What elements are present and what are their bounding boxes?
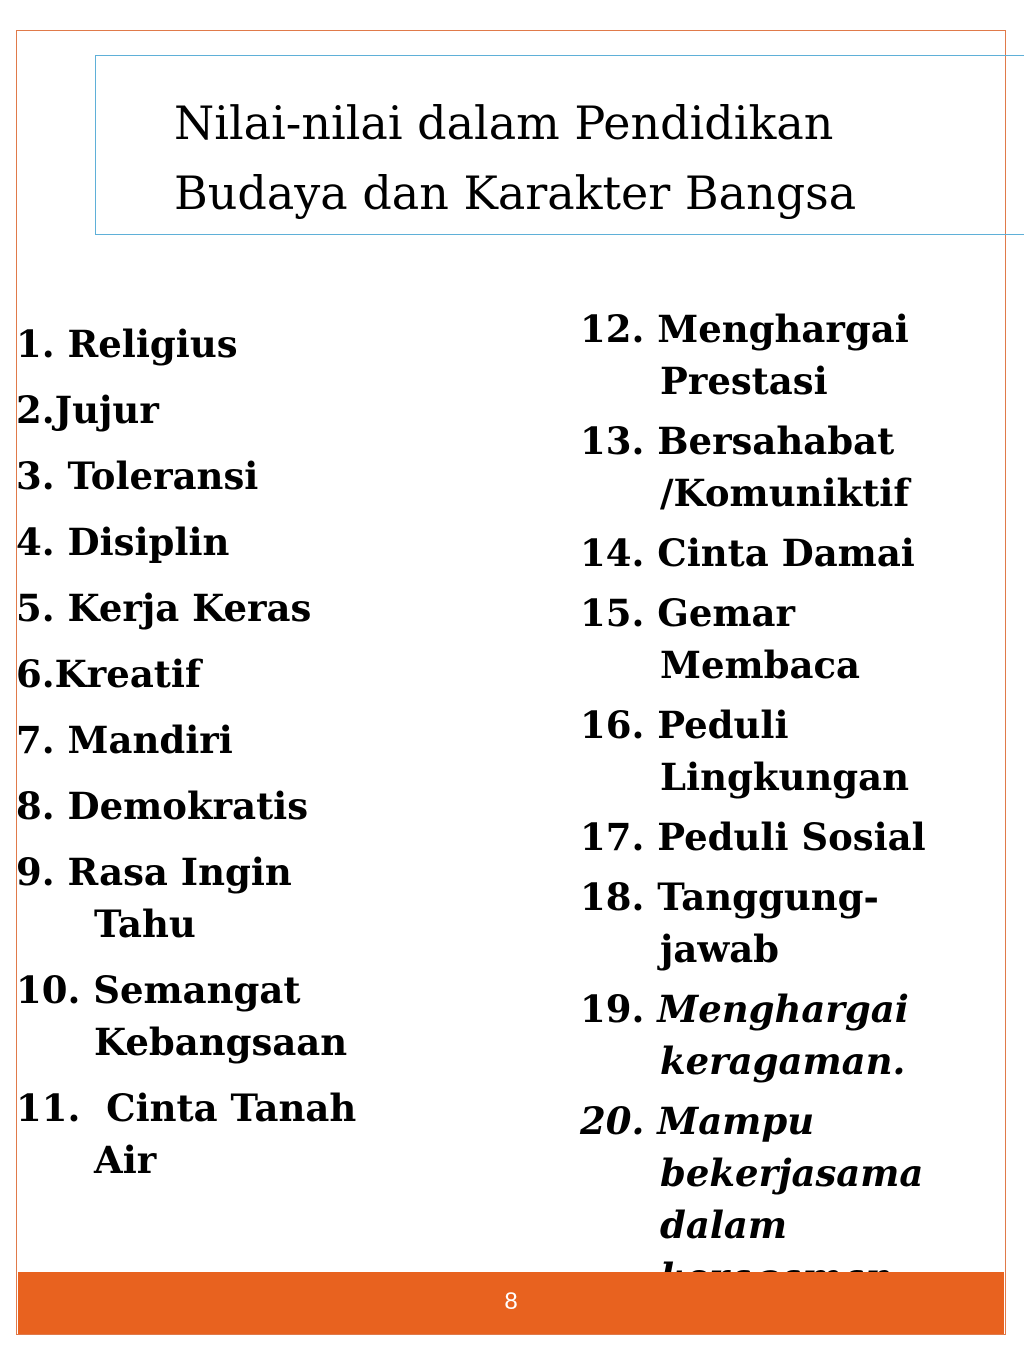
list-item xyxy=(580,871,926,975)
item-text-continued: Kebangsaan xyxy=(94,1020,348,1064)
list-item xyxy=(580,415,926,519)
list-item xyxy=(16,318,356,370)
item-text: 5. Kerja Keras xyxy=(16,586,312,630)
slide-title xyxy=(174,88,974,228)
values-list-right xyxy=(580,303,926,1311)
item-text: 1. Religius xyxy=(16,322,238,366)
item-text-continued: Membaca xyxy=(660,643,860,687)
footer-bar xyxy=(18,1272,1004,1334)
item-text xyxy=(580,983,926,1035)
item-text-continued: /Komuniktif xyxy=(660,471,910,515)
list-item xyxy=(16,516,356,568)
list-item xyxy=(16,450,356,502)
item-text: 20. Mampu xyxy=(580,1099,815,1143)
item-text-continued: Air xyxy=(94,1138,157,1182)
item-text: 18. Tanggung- xyxy=(580,875,879,919)
item-text-continued: Prestasi xyxy=(660,359,828,403)
page-number: 8 xyxy=(504,1288,518,1315)
list-item xyxy=(16,846,356,950)
item-text: 16. Peduli xyxy=(580,703,789,747)
item-text: 9. Rasa Ingin xyxy=(16,850,292,894)
item-text-continued: jawab xyxy=(660,927,780,971)
item-text-continued xyxy=(580,1035,926,1087)
item-text: 15. Gemar xyxy=(580,591,796,635)
item-text-italic: keragaman. xyxy=(660,1039,906,1083)
item-text: 6.Kreatif xyxy=(16,652,201,696)
title-line-1: Nilai-nilai dalam Pendidikan xyxy=(174,96,834,150)
list-item xyxy=(16,1082,356,1186)
item-text: 13. Bersahabat xyxy=(580,419,895,463)
item-text: 11. Cinta Tanah xyxy=(16,1086,357,1130)
list-item xyxy=(16,714,356,766)
list-item xyxy=(580,303,926,407)
list-item xyxy=(580,587,926,691)
list-item xyxy=(580,983,926,1087)
list-item xyxy=(16,780,356,832)
item-text-continued: Lingkungan xyxy=(660,755,910,799)
item-text: 2.Jujur xyxy=(16,388,159,432)
item-text: 3. Toleransi xyxy=(16,454,259,498)
list-item xyxy=(580,811,926,863)
item-text: 8. Demokratis xyxy=(16,784,309,828)
item-text-continued: Tahu xyxy=(94,902,196,946)
item-text: 7. Mandiri xyxy=(16,718,233,762)
item-text-continued: dalam xyxy=(660,1203,788,1247)
list-item xyxy=(16,964,356,1068)
values-list-left xyxy=(16,318,356,1200)
list-item xyxy=(16,582,356,634)
item-text: 12. Menghargai xyxy=(580,307,909,351)
item-text: 14. Cinta Damai xyxy=(580,531,915,575)
list-item xyxy=(580,527,926,579)
item-number: 19. xyxy=(580,987,645,1031)
item-text-italic: Menghargai xyxy=(657,987,909,1031)
item-text: 4. Disiplin xyxy=(16,520,230,564)
item-text: 17. Peduli Sosial xyxy=(580,815,926,859)
list-item xyxy=(16,648,356,700)
item-text: 10. Semangat xyxy=(16,968,301,1012)
list-item xyxy=(16,384,356,436)
item-text-continued: bekerjasama xyxy=(660,1151,924,1195)
title-line-2: Budaya dan Karakter Bangsa xyxy=(174,166,857,220)
list-item xyxy=(580,699,926,803)
